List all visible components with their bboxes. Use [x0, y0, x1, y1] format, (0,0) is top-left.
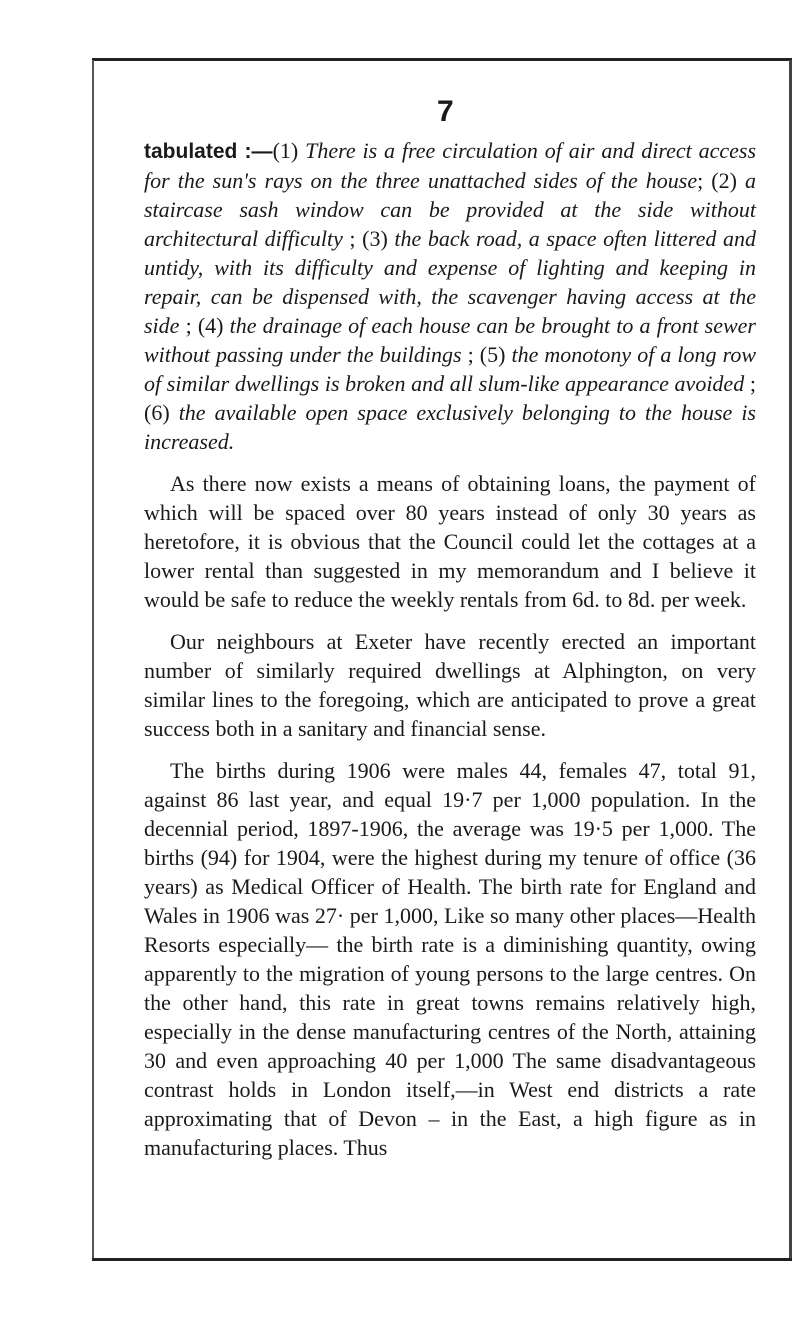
item-text: the monotony of a long row of similar dwellings is broken and all slum-like appearance avoided [144, 342, 756, 396]
paragraph-exeter: Our neighbours at Exeter have recently erected an important number of similarly required dwellings at Alphington, on very similar lines to the foregoing, which are anticipated to prove a great success both in a sanitary and financial sense. [144, 629, 756, 741]
intro-paragraph [144, 136, 756, 456]
item-separator: ; [342, 226, 363, 251]
item-text: a staircase sash window can be provided at the side without architectural difficulty [144, 168, 756, 251]
page-border-right [789, 60, 792, 1260]
item-separator: ; [461, 342, 480, 367]
item-text: the available open space exclusively belonging to the house is increased. [144, 400, 756, 454]
page-border-top [92, 58, 792, 61]
item-number: (5) [479, 342, 506, 367]
item-separator: ; [744, 371, 756, 396]
item-number: (3) [362, 226, 388, 251]
document-body [144, 136, 756, 1175]
item-text: the back road, a space often littered and untidy, with its difficulty and expense of lighting and keeping in repair, can be dispensed with, the scavenger having access at the side [144, 226, 756, 338]
item-text: the drainage of each house can be brought to a front sewer without passing under the buildings [144, 313, 756, 367]
item-separator: ; [179, 313, 198, 338]
page-border-bottom [92, 1258, 792, 1261]
paragraph-loans: As there now exists a means of obtaining loans, the payment of which will be spaced over 80 years instead of only 30 years as heretofore, it is obvious that the Council could let the cottages at a lower rental than suggested in my memorandum and I believe it would be safe to reduce the weekly rentals from 6d. to 8d. per week. [144, 471, 756, 612]
paragraph-births: The births during 1906 were males 44, females 47, total 91, against 86 last year, and equal 19·7 per 1,000 population. In the decennial period, 1897-1906, the average was 19·5 per 1,000. The births (94) for 1904, were the highest during my tenure of office (36 years) as Medical Officer of Health. The birth rate for England and Wales in 1906 was 27· per 1,000, Like so many other places—Health Resorts especially— the birth rate is a diminishing quantity, owing apparently to the migration of young persons to the large centres. On the other hand, this rate in great towns remains relatively high, especially in the dense manufacturing centres of the North, attaining 30 and even approaching 40 per 1,000 The same disadvantageous contrast holds in London itself,—in West end districts a rate approximating that of Devon – in the East, a high figure as in manufacturing places. Thus [144, 758, 756, 1160]
item-number: (4) [197, 313, 224, 338]
page-number: 7 [437, 95, 454, 128]
item-separator: ; [697, 168, 712, 193]
item-text: There is a free circulation of air and direct access for the sun's rays on the three unattached sides of the house [144, 138, 757, 193]
intro-lead: tabulated :— [144, 140, 273, 163]
item-number: (2) [711, 168, 737, 193]
item-number: (6) [144, 400, 170, 425]
page-border-left [92, 60, 94, 1260]
item-number: (1) [272, 138, 299, 163]
